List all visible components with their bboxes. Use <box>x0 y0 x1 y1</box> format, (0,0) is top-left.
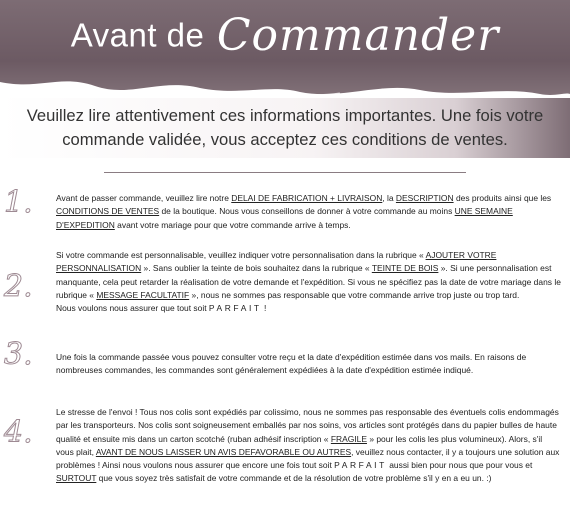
link-description: DESCRIPTION <box>395 193 454 203</box>
section-text-3: Une fois la commande passée vous pouvez consulter votre reçu et la date d'expédition estimée dans vos mails. En raisons de nombreuses commandes, les commandes sont généralement expédiées à la date d'expédition estimée indiqué. <box>56 352 527 376</box>
section-text-2: Si votre commande est personnalisable, veuillez indiquer votre personnalisation dans la rubrique « AJOUTER VOTRE PERSONNALISATION ». Sans oublier la teinte de bois souhaitez dans la rubrique « TEINTE DE BOIS ». Si une personnalisation est manquante, cela peut retarder la réalisation de votre demande et l'expédition. Si vous ne spécifiez pas la date de votre mariage dans le rubrique « MESSAGE FACULTATIF », nous ne sommes pas responsable que votre commande arrive trop juste ou trop tard. Nous voulons nous assurer que tout soit PARFAIT ! <box>56 250 561 314</box>
text-surtout: SURTOUT <box>56 473 97 484</box>
link-conditions: CONDITIONS DE VENTES <box>56 206 160 217</box>
text-fragile: FRAGILE <box>330 433 367 444</box>
text-parfait: PARFAIT <box>208 303 262 314</box>
text-semaine: UNE SEMAINE D'EXPEDITION <box>56 206 513 230</box>
text-teinte-bois: TEINTE DE BOIS <box>371 263 439 274</box>
link-delai: DELAI DE FABRICATION + LIVRAISON <box>231 193 383 203</box>
title-script: Commander <box>216 10 500 61</box>
page-title <box>0 10 570 61</box>
section-number-2: 2. <box>4 269 33 304</box>
text-avant-avis: AVANT DE NOUS LAISSER UN AVIS DEFAVORABLE OU AUTRES <box>95 446 352 457</box>
section-text-4: Le stresse de l'envoi ! Tous nos colis sont expédiés par colissimo, nous ne sommes pas responsable des éventuels colis endommagés par les transporteurs. Nos colis sont soigneusement emballés par nos soins, vos articles sont protégés dans du papier bulles de haute qualité et ensuite mis dans un carton scotché (ruban adhésif inscription « FRAGILE » pour les colis les plus volumineux). Alors, s'il vous plait, AVANT DE NOUS LAISSER UN AVIS DEFAVORABLE OU AUTRES, veuillez nous contacter, il y a toujours une solution aux problèmes ! Ainsi nous voulons nous assurer que encore une fois tout soit PARFAIT aussi bien pour nous que pour vous et SURTOUT que vous soyez très satisfait de votre commande et de la résolution de votre problème s'il y en a eu un. :) <box>56 407 560 484</box>
intro-text: Veuillez lire attentivement ces informations importantes. Une fois votre commande validée, vous acceptez ces conditions de ventes. <box>26 106 544 149</box>
divider <box>104 172 466 173</box>
header-banner <box>0 0 570 102</box>
title-plain: Avant de <box>70 16 205 54</box>
text-parfait-2: PARFAIT <box>334 460 387 471</box>
section-number-4: 4. <box>4 415 33 450</box>
section-number-3: 3. <box>4 337 33 372</box>
section-text-1: Avant de passer commande, veuillez lire notre DELAI DE FABRICATION + LIVRAISON, la DESCRIPTION des produits ainsi que les CONDITIONS DE VENTES de la boutique. Nous vous conseillons de donner à votre commande au moins UNE SEMAINE D'EXPEDITION avant votre mariage pour que votre commande arrive à temps. <box>56 193 552 230</box>
text-ajouter-perso: AJOUTER VOTRE PERSONNALISATION <box>56 250 497 274</box>
section-number-1: 1. <box>4 185 33 220</box>
text-message-facultatif: MESSAGE FACULTATIF <box>96 289 190 300</box>
